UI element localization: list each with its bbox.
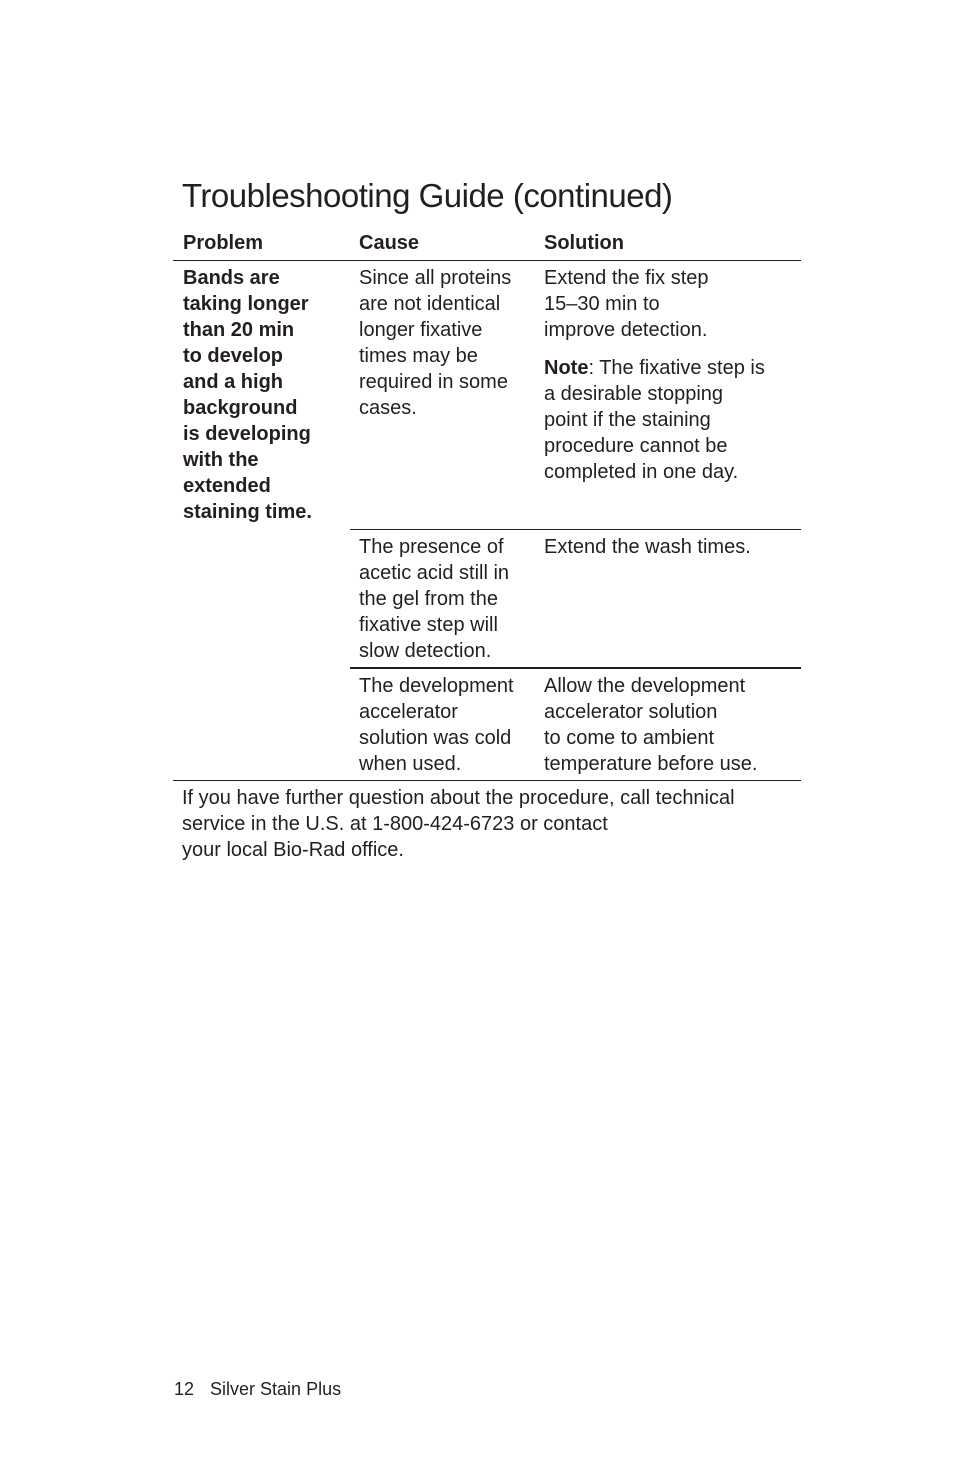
solution-cell-2: Extend the wash times. <box>544 536 751 558</box>
cause-cell-3: The development accelerator solution was cold when used. <box>359 675 514 775</box>
column-header-problem: Problem <box>183 232 264 254</box>
column-header-solution: Solution <box>544 232 624 254</box>
problem-cell: Bands are taking longer than 20 min to develop and a high background is developing with the extended staining time. <box>183 267 312 523</box>
solution-cell-3: Allow the development accelerator solution to come to ambient temperature before use. <box>544 675 758 775</box>
solution-note-1 <box>544 355 794 485</box>
solution-cell-1: Extend the fix step 15–30 min to improve detection. <box>544 267 709 341</box>
note-label: Note <box>544 357 589 379</box>
page-title: Troubleshooting Guide (continued) <box>182 177 673 214</box>
row-divider-1 <box>350 529 801 530</box>
row-divider-2 <box>350 667 801 669</box>
cause-cell-2: The presence of acetic acid still in the gel from the fixative step will slow detection. <box>359 536 510 662</box>
page-footer <box>174 1377 341 1401</box>
page-number: 12 <box>174 1379 195 1399</box>
column-header-cause: Cause <box>359 232 420 254</box>
note-text: : The fixative step is a desirable stopping point if the staining procedure cannot be completed in one day. <box>544 357 765 483</box>
product-name: Silver Stain Plus <box>210 1379 342 1399</box>
cause-cell-1: Since all proteins are not identical longer fixative times may be required in some cases. <box>359 267 512 419</box>
header-divider <box>173 260 801 261</box>
table-bottom-rule <box>173 780 801 781</box>
contact-note: If you have further question about the procedure, call technical service in the U.S. at 1-800-424-6723 or contact your local Bio-Rad office. <box>182 787 735 861</box>
